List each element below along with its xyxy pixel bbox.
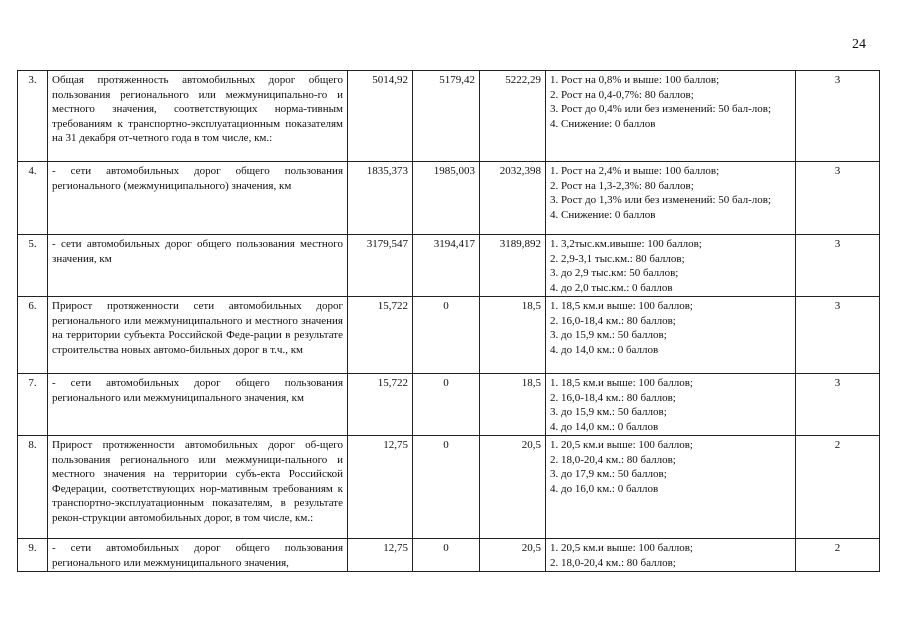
row-number: 7. [18,374,48,436]
value-col-3: 18,5 [480,297,546,374]
indicator-text: Прирост протяженности сети автомобильных дорог регионального или межмуниципального и местного значения на территории субъекта Российской Феде-рации в результате строительства новых автомо-бильных дорог в т.ч., км [48,297,348,374]
value-col-1: 5014,92 [348,71,413,162]
criteria-line: 2. 18,0-20,4 км.: 80 баллов; [550,453,676,466]
value-col-3: 20,5 [480,539,546,572]
criteria-line: 1. Рост на 0,8% и выше: 100 баллов; [550,74,720,86]
value-col-3: 18,5 [480,374,546,436]
row-number: 4. [18,162,48,235]
table-row [18,235,880,297]
criteria-line: 2. Рост на 0,4-0,7%: 80 баллов; [550,88,694,101]
criteria-line: 1. 18,5 км.и выше: 100 баллов; [550,300,693,312]
score-cell: 3 [796,374,880,436]
criteria-line: 1. 3,2тыс.км.ивыше: 100 баллов; [550,238,702,250]
value-col-1: 3179,547 [348,235,413,297]
criteria-line: 1. Рост на 2,4% и выше: 100 баллов; [550,165,720,177]
score-cell: 2 [796,539,880,572]
criteria-line: 3. Рост до 1,3% или без изменений: 50 бал-лов; [550,194,772,206]
criteria-line: 2. Рост на 1,3-2,3%: 80 баллов; [550,179,694,192]
value-col-1: 15,722 [348,374,413,436]
indicator-text: Общая протяженность автомобильных дорог общего пользования регионального или межмуниципально-го и местного значения, соответствующих норма-тивным требованиям к транспортно-эксплуатационным показателям на 31 декабря от-четного года в том числе, км.: [48,71,348,162]
criteria-line: 4. Снижение: 0 баллов [550,208,656,221]
row-number: 3. [18,71,48,162]
criteria-cell [546,235,796,297]
table-row [18,539,880,572]
table-row [18,162,880,235]
indicator-text: - сети автомобильных дорог общего пользования регионального или межмуниципального значения, [48,539,348,572]
criteria-line: 2. 2,9-3,1 тыс.км.: 80 баллов; [550,252,685,265]
criteria-line: 1. 20,5 км.и выше: 100 баллов; [550,542,693,554]
criteria-line: 4. до 14,0 км.: 0 баллов [550,420,659,433]
value-col-2: 1985,003 [413,162,480,235]
value-col-1: 12,75 [348,436,413,539]
criteria-line: 4. до 2,0 тыс.км.: 0 баллов [550,281,673,294]
indicator-text: Прирост протяженности автомобильных дорог об-щего пользования регионального или межмуници-пального и местного значения на территории субъ-екта Российской Федерации, соответствующих нор-мативным требованиям к транспортно-эксплуатационным показателям, в результате рекон-струкции автомобильных дорог, в том числе, км.: [48,436,348,539]
criteria-line: 3. Рост до 0,4% или без изменений: 50 бал-лов; [550,103,772,115]
score-cell: 3 [796,235,880,297]
criteria-cell [546,71,796,162]
value-col-2: 0 [413,374,480,436]
value-col-3: 2032,398 [480,162,546,235]
row-number: 9. [18,539,48,572]
criteria-line: 4. Снижение: 0 баллов [550,117,656,130]
criteria-line: 4. до 16,0 км.: 0 баллов [550,482,659,495]
value-col-3: 20,5 [480,436,546,539]
criteria-cell [546,297,796,374]
score-cell: 3 [796,162,880,235]
value-col-1: 1835,373 [348,162,413,235]
table-row [18,436,880,539]
value-col-2: 0 [413,436,480,539]
criteria-cell [546,374,796,436]
page-number: 24 [852,37,866,52]
criteria-line: 2. 16,0-18,4 км.: 80 баллов; [550,314,676,327]
value-col-1: 15,722 [348,297,413,374]
value-col-2: 5179,42 [413,71,480,162]
table-body [18,71,880,572]
value-col-2: 0 [413,297,480,374]
criteria-line: 3. до 17,9 км.: 50 баллов; [550,468,667,480]
row-number: 8. [18,436,48,539]
value-col-2: 0 [413,539,480,572]
score-cell: 2 [796,436,880,539]
criteria-line: 3. до 15,9 км.: 50 баллов; [550,406,667,418]
value-col-3: 3189,892 [480,235,546,297]
criteria-line: 3. до 15,9 км.: 50 баллов; [550,329,667,341]
indicator-text: - сети автомобильных дорог общего пользования регионального или межмуниципального значения, км [48,374,348,436]
criteria-line: 4. до 14,0 км.: 0 баллов [550,343,659,356]
criteria-line: 2. 18,0-20,4 км.: 80 баллов; [550,556,676,569]
score-cell: 3 [796,297,880,374]
criteria-line: 1. 18,5 км.и выше: 100 баллов; [550,377,693,389]
criteria-cell [546,162,796,235]
row-number: 5. [18,235,48,297]
value-col-2: 3194,417 [413,235,480,297]
table-row [18,71,880,162]
indicators-table [17,70,880,572]
indicator-text: - сети автомобильных дорог общего пользования регионального (межмуниципального) значения, км [48,162,348,235]
criteria-cell [546,436,796,539]
table-row [18,374,880,436]
indicator-text: - сети автомобильных дорог общего пользования местного значения, км [48,235,348,297]
criteria-line: 3. до 2,9 тыс.км: 50 баллов; [550,267,679,279]
value-col-3: 5222,29 [480,71,546,162]
row-number: 6. [18,297,48,374]
criteria-cell [546,539,796,572]
score-cell: 3 [796,71,880,162]
value-col-1: 12,75 [348,539,413,572]
criteria-line: 2. 16,0-18,4 км.: 80 баллов; [550,391,676,404]
criteria-line: 1. 20,5 км.и выше: 100 баллов; [550,439,693,451]
table-row [18,297,880,374]
